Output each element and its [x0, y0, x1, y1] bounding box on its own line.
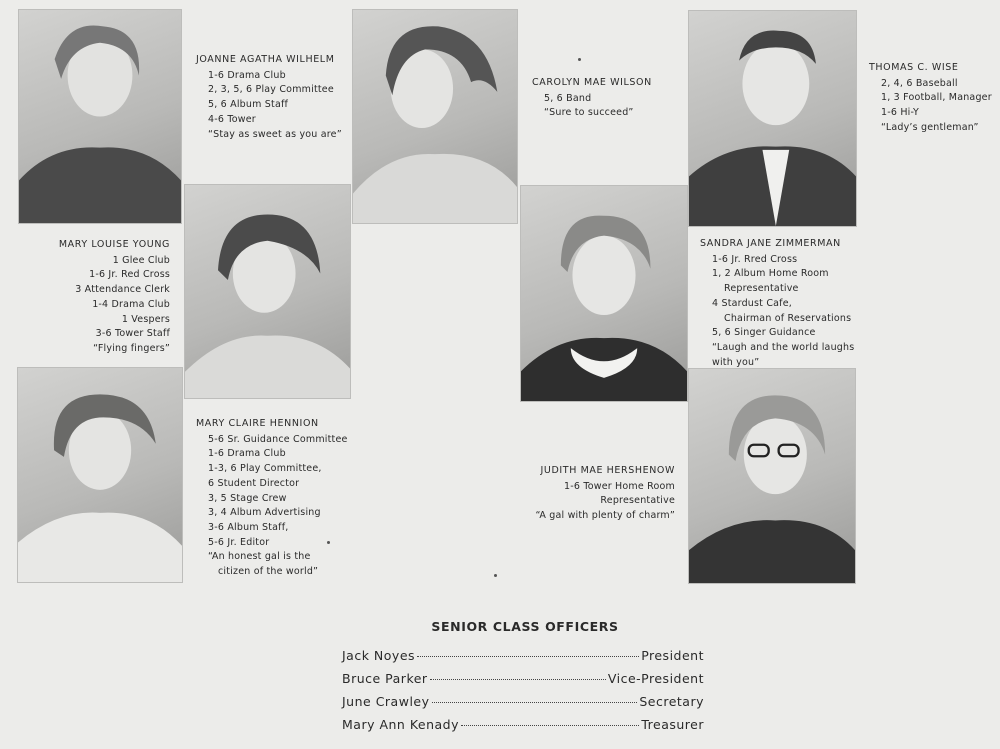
print-speck	[494, 574, 497, 577]
student-name: MARY LOUISE YOUNG	[58, 239, 170, 250]
leader-dots	[461, 725, 639, 726]
bio-judith-hershenow: JUDITH MAE HERSHENOW 1-6 Tower Home Room Representative “A gal with plenty of charm”	[520, 464, 675, 524]
officer-name: June Crawley	[342, 694, 430, 709]
officer-name: Jack Noyes	[342, 648, 416, 663]
student-name: SANDRA JANE ZIMMERMAN	[700, 238, 841, 249]
student-name: JUDITH MAE HERSHENOW	[540, 465, 675, 476]
bio-carolyn-wilson: CAROLYN MAE WILSON 5, 6 Band “Sure to succeed”	[532, 77, 652, 119]
portrait-sandra-zimmerman	[688, 368, 856, 584]
leader-dots	[432, 702, 638, 703]
officer-role: President	[641, 648, 704, 663]
student-name: CAROLYN MAE WILSON	[532, 77, 652, 88]
officer-row	[342, 694, 704, 709]
officer-row	[342, 671, 704, 686]
bio-mary-louise-young: MARY LOUISE YOUNG 1 Glee Club 1-6 Jr. Red Cross 3 Attendance Clerk 1-4 Drama Club 1 Vespers 3-6 Tower Staff “Flying fingers”	[20, 238, 170, 357]
bio-sandra-zimmerman: SANDRA JANE ZIMMERMAN 1-6 Jr. Rred Cross 1, 2 Album Home Room Representative 4 Stardust Cafe, Chairman of Reservations 5, 6 Singer Guidance “Laugh and the world laughs with you”	[700, 238, 855, 368]
officers-title: SENIOR CLASS OFFICERS	[431, 619, 619, 634]
portrait-mary-louise-young	[17, 367, 183, 583]
bio-thomas-wise: THOMAS C. WISE 2, 4, 6 Baseball 1, 3 Football, Manager 1-6 Hi-Y “Lady’s gentleman”	[869, 62, 992, 133]
print-speck	[578, 58, 581, 61]
leader-dots	[417, 656, 639, 657]
officer-role: Vice-President	[607, 671, 704, 686]
bio-mary-claire-hennion: MARY CLAIRE HENNION 5-6 Sr. Guidance Committee 1-6 Drama Club 1-3, 6 Play Committee, 6 Student Director 3, 5 Stage Crew 3, 4 Album Advertising 3-6 Album Staff, 5-6 Jr. Editor “An honest gal is the citizen of the world”	[196, 418, 348, 578]
student-name: JOANNE AGATHA WILHELM	[196, 54, 335, 65]
officer-row	[342, 648, 704, 663]
officer-name: Mary Ann Kenady	[342, 717, 460, 732]
officer-row	[342, 717, 704, 732]
portrait-joanne-wilhelm	[18, 9, 182, 224]
portrait-carolyn-wilson	[352, 9, 518, 224]
officer-role: Treasurer	[641, 717, 704, 732]
leader-dots	[430, 679, 606, 680]
print-speck	[327, 541, 330, 544]
officer-role: Secretary	[639, 694, 704, 709]
portrait-thomas-wise	[688, 10, 857, 227]
bio-joanne-wilhelm: JOANNE AGATHA WILHELM 1-6 Drama Club 2, 3, 5, 6 Play Committee 5, 6 Album Staff 4-6 Tower “Stay as sweet as you are”	[196, 54, 342, 140]
officer-name: Bruce Parker	[342, 671, 428, 686]
student-name: MARY CLAIRE HENNION	[196, 418, 319, 429]
portrait-judith-hershenow	[520, 185, 688, 402]
student-name: THOMAS C. WISE	[869, 62, 959, 73]
portrait-mary-claire-hennion	[184, 184, 351, 399]
